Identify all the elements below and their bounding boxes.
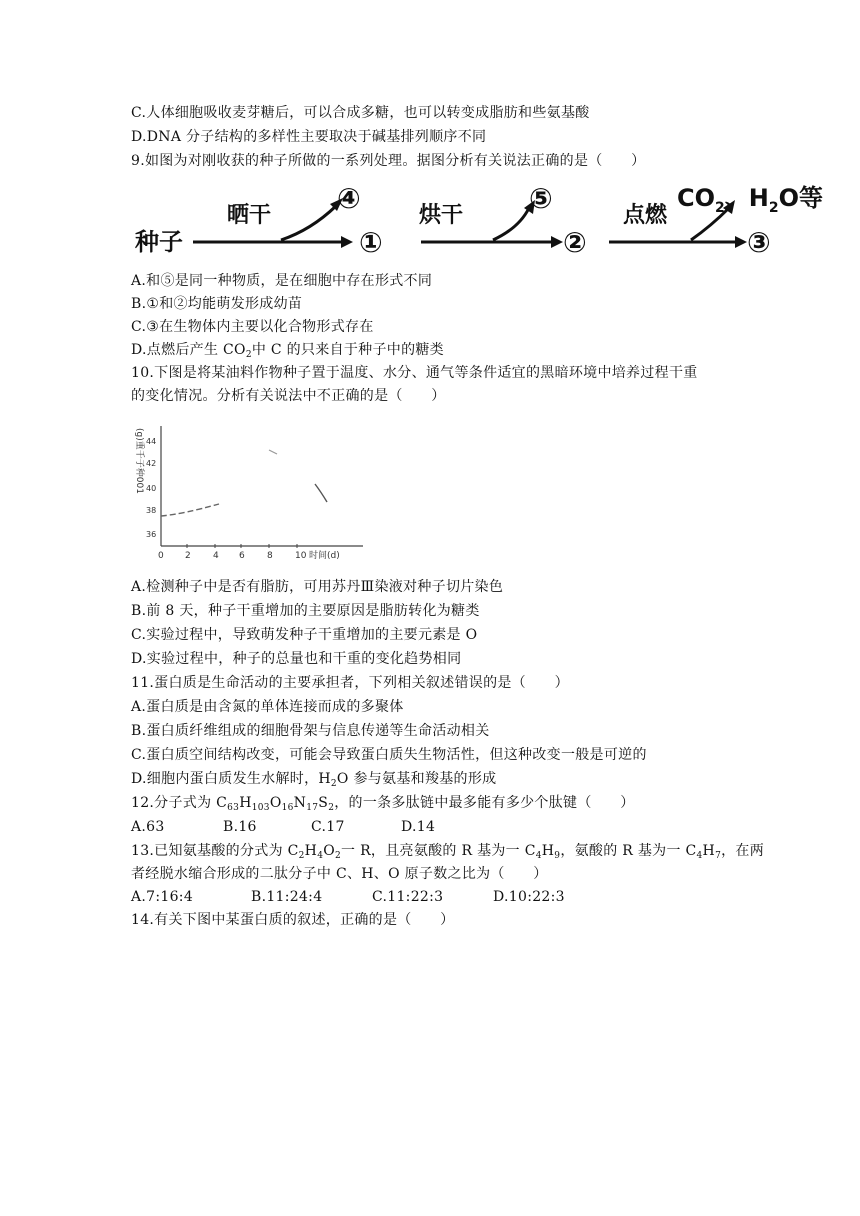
circle-2: ② <box>563 226 587 259</box>
q13-option-a: A.7:16:4 <box>131 889 194 905</box>
q11-option-a: A.蛋白质是由含氮的单体连接而成的多聚体 <box>131 699 404 715</box>
products-label: $CO_2$、$H_2O$等 <box>677 184 824 216</box>
x-tick-6: 6 <box>239 551 245 561</box>
q13-option-d: D.10:22:3 <box>493 889 565 905</box>
branch-arrow-5 <box>493 208 529 240</box>
q14-stem: 14.有关下图中某蛋白质的叙述，正确的是（ ） <box>131 912 455 928</box>
q10-stem-line1: 10.下图是将某油料作物种子置于温度、水分、通气等条件适宜的黑暗环境中培养过程干重 <box>131 365 698 381</box>
q12-option-d: D.14 <box>401 819 436 835</box>
x-axis-label: 时间(d) <box>309 551 340 561</box>
dry-weight-graph <box>131 420 371 570</box>
y-tick-40: 40 <box>146 484 157 493</box>
y-tick-36: 36 <box>146 530 157 539</box>
q10-option-c: C.实验过程中，导致萌发种子干重增加的主要元素是 O <box>131 627 478 643</box>
x-tick-2: 2 <box>185 551 191 561</box>
q13-stem-line1: 13.已知氨基酸的分式为 $C_2H_4O_2$一 R，且亮氨酸的 R 基为一 $C_4H_9$，氨酸的 R 基为一 $C_4H_7$，在两 <box>131 843 764 861</box>
q12-option-b: B.16 <box>223 819 257 835</box>
x-tick-4: 4 <box>213 551 219 561</box>
q8-option-c: C.人体细胞吸收麦芽糖后，可以合成多糖，也可以转变成脂肪和些氨基酸 <box>131 105 590 121</box>
curve-segment-2 <box>269 450 277 454</box>
q12-option-a: A.63 <box>131 819 165 835</box>
branch-arrow-4 <box>281 206 336 240</box>
q9-option-b: B.①和②均能萌发形成幼苗 <box>131 296 303 312</box>
circle-5: ⑤ <box>529 182 553 215</box>
y-tick-42: 42 <box>146 459 157 468</box>
q9-stem: 9.如图为对刚收获的种子所做的一系列处理。据图分析有关说法正确的是（ ） <box>131 153 646 169</box>
curve-segment-1 <box>161 504 219 516</box>
circle-3: ③ <box>747 226 771 259</box>
circle-4: ④ <box>337 182 361 215</box>
x-tick-8: 8 <box>267 551 273 561</box>
q11-option-d: D.细胞内蛋白质发生水解时，$H_2O$ 参与氨基和羧基的形成 <box>131 771 497 789</box>
q13-options <box>131 888 565 906</box>
seed-treatment-diagram <box>131 178 841 262</box>
q10-option-a: A.检测种子中是否有脂肪，可用苏丹Ⅲ染液对种子切片染色 <box>131 579 504 595</box>
q10-option-b: B.前 8 天，种子干重增加的主要原因是脂肪转化为糖类 <box>131 603 480 619</box>
q13-stem-line2: 者经脱水缩合形成的二肽分子中 C、H、O 原子数之比为（ ） <box>131 866 548 882</box>
q13-option-b: B.11:24:4 <box>251 889 323 905</box>
q12-stem: 12.分子式为 $C_{63}H_{103}O_{16}N_{17}S_2$，的一条多肽链中最多能有多少个肽键（ ） <box>131 795 635 813</box>
curve-segment-3 <box>315 484 327 502</box>
q8-option-d: D.DNA 分子结构的多样性主要取决于碱基排列顺序不同 <box>131 129 487 145</box>
y-axis-label: (g)重千子种001 <box>134 428 144 494</box>
x-tick-0: 0 <box>158 551 164 561</box>
q9-option-c: C.③在生物体内主要以化合物形式存在 <box>131 319 374 335</box>
step-dry-label: 晒干 <box>227 203 272 228</box>
q11-stem: 11.蛋白质是生命活动的主要承担者，下列相关叙述错误的是（ ） <box>131 675 569 691</box>
q9-option-d: D.点燃后产生 $CO_2$中 C 的只来自于种子中的糖类 <box>131 342 444 360</box>
q13-option-c: C.11:22:3 <box>372 889 444 905</box>
circle-1: ① <box>359 226 383 259</box>
x-tick-10: 10 <box>295 551 307 561</box>
q12-options <box>131 818 435 836</box>
q10-stem-line2: 的变化情况。分析有关说法中不正确的是（ ） <box>131 388 446 404</box>
seed-label: 种子 <box>135 228 183 256</box>
step-burn-label: 点燃 <box>623 203 668 228</box>
q12-option-c: C.17 <box>311 819 345 835</box>
q11-option-b: B.蛋白质纤维组成的细胞骨架与信息传递等生命活动相关 <box>131 723 490 739</box>
q9-option-a: A.和⑤是同一种物质，是在细胞中存在形式不同 <box>131 273 433 289</box>
q10-option-d: D.实验过程中，种子的总量也和干重的变化趋势相同 <box>131 651 462 667</box>
q11-option-c: C.蛋白质空间结构改变，可能会导致蛋白质失生物活性，但这种改变一般是可逆的 <box>131 747 647 763</box>
y-tick-38: 38 <box>146 506 157 515</box>
y-tick-44: 44 <box>146 437 157 446</box>
step-bake-label: 烘干 <box>419 203 464 228</box>
